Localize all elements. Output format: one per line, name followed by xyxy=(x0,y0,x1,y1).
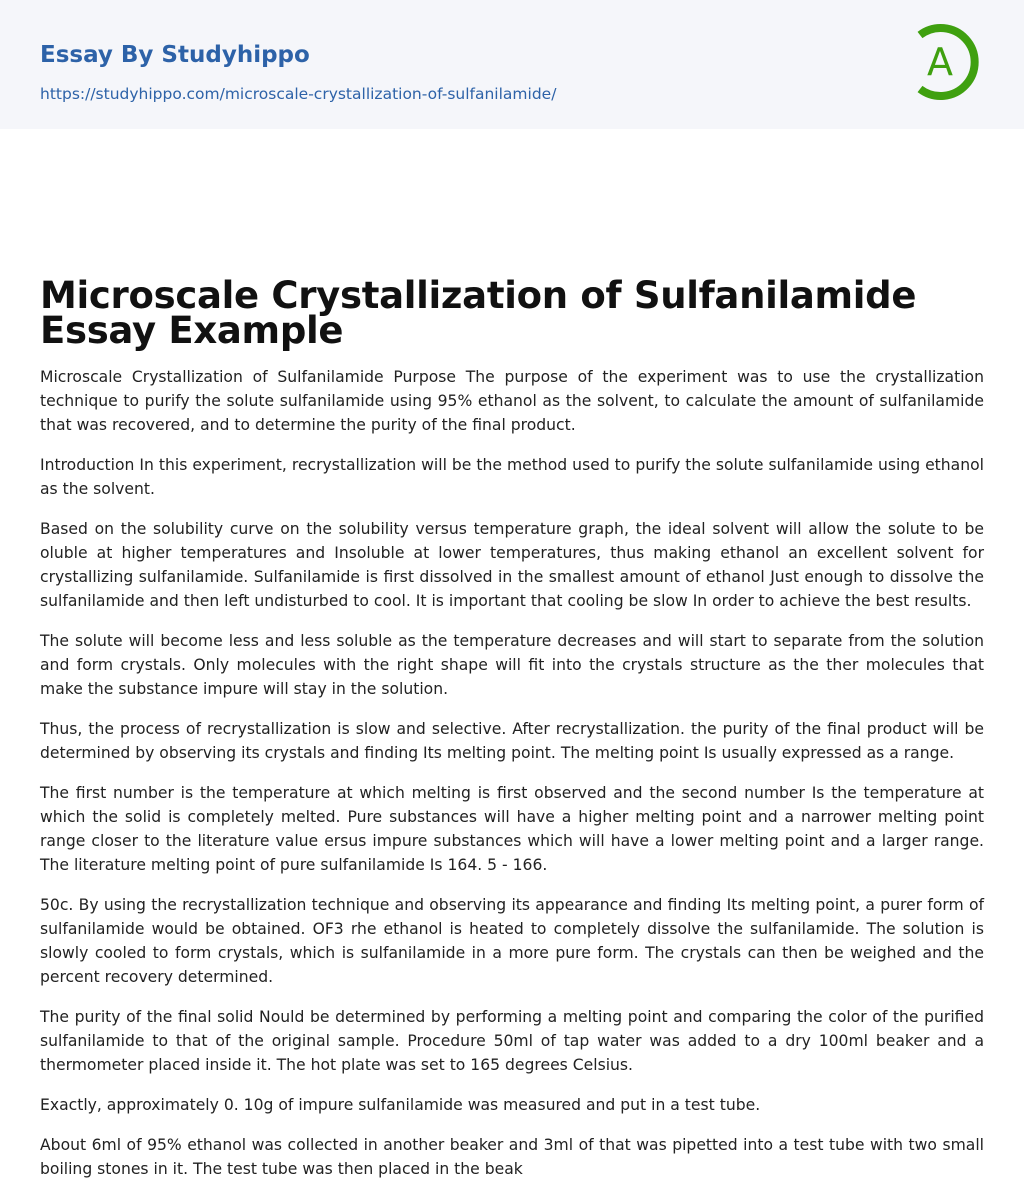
source-url-link[interactable]: https://studyhippo.com/microscale-crystallization-of-sulfanilamide/ xyxy=(40,85,557,103)
paragraph: The first number is the temperature at which melting is first observed and the second number Is the temperature at which the solid is completely melted. Pure substances will have a higher melting point and a narrower melting point range closer to the literature value ersus impure substances which will have a lower melting point and a larger range. The literature melting point of pure sulfanilamide Is 164. 5 - 166. xyxy=(40,784,984,874)
paragraph: The solute will become less and less soluble as the temperature decreases and will start to separate from the solution and form crystals. Only molecules with the right shape will fit into the crystals structure as the ther molecules that make the substance impure will stay in the solution. xyxy=(40,632,984,698)
paragraph: Exactly, approximately 0. 10g of impure sulfanilamide was measured and put in a test tube. xyxy=(40,1096,761,1114)
paragraph: About 6ml of 95% ethanol was collected in another beaker and 3ml of that was pipetted into a test tube with two small boiling stones in it. The test tube was then placed in the beak xyxy=(40,1136,984,1178)
svg-text:A: A xyxy=(927,40,953,84)
paragraph: Introduction In this experiment, recrystallization will be the method used to purify the solute sulfanilamide using ethanol as the solvent. xyxy=(40,456,984,498)
logo-icon xyxy=(912,19,986,105)
paragraph: Microscale Crystallization of Sulfanilamide Purpose The purpose of the experiment was to use the crystallization technique to purify the solute sulfanilamide using 95% ethanol as the solvent, to calculate the amount of sulfanilamide that was recovered, and to determine the purity of the final product. xyxy=(40,368,984,434)
brand-title: Essay By Studyhippo xyxy=(40,42,310,68)
article xyxy=(0,129,1024,1181)
paragraph: 50c. By using the recrystallization technique and observing its appearance and finding Its melting point, a purer form of sulfanilamide would be obtained. OF3 rhe ethanol is heated to completely dissolve the sulfanilamide. The solution is slowly cooled to form crystals, which is sulfanilamide in a more pure form. The crystals can then be weighed and the percent recovery determined. xyxy=(40,896,984,986)
site-header xyxy=(0,0,1024,129)
paragraph: Based on the solubility curve on the solubility versus temperature graph, the ideal solvent will allow the solute to be oluble at higher temperatures and Insoluble at lower temperatures, thus making ethanol an excellent solvent for crystallizing sulfanilamide. Sulfanilamide is first dissolved in the smallest amount of ethanol Just enough to dissolve the sulfanilamide and then left undisturbed to cool. It is important that cooling be slow In order to achieve the best results. xyxy=(40,520,984,610)
paragraph: The purity of the final solid Nould be determined by performing a melting point and comparing the color of the purified sulfanilamide to that of the original sample. Procedure 50ml of tap water was added to a dry 100ml beaker and a thermometer placed inside it. The hot plate was set to 165 degrees Celsius. xyxy=(40,1008,984,1074)
article-body xyxy=(40,365,984,1181)
article-title: Microscale Crystallization of Sulfanilamide Essay Example xyxy=(40,274,917,352)
paragraph: Thus, the process of recrystallization is slow and selective. After recrystallization. the purity of the final product will be determined by observing its crystals and finding Its melting point. The melting point Is usually expressed as a range. xyxy=(40,720,984,762)
